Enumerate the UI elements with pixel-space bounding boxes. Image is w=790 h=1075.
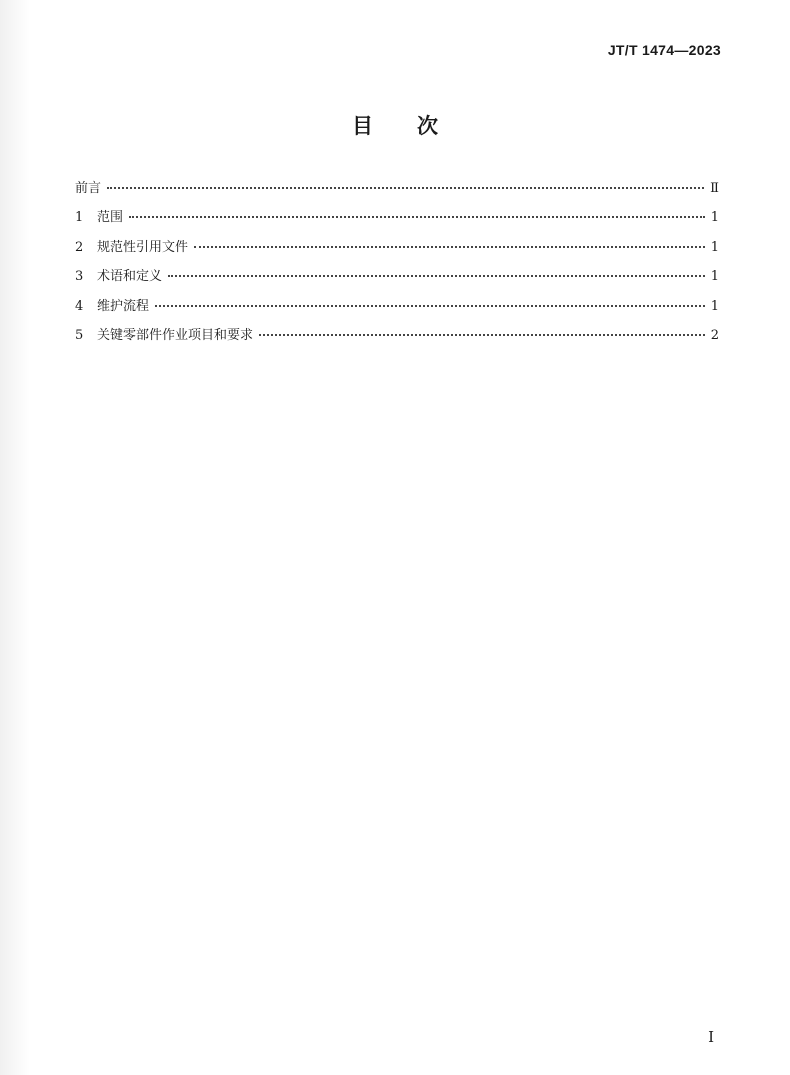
toc-entry-foreword[interactable] — [75, 177, 719, 206]
toc-entry-label: 术语和定义 — [97, 269, 163, 285]
toc-leader-dots — [259, 334, 705, 336]
document-code: JT/T 1474—2023 — [607, 42, 721, 58]
toc-entry-number: 1 — [75, 210, 84, 226]
toc-entry-number: 3 — [75, 269, 84, 285]
toc-leader-dots — [194, 246, 705, 248]
toc-entry-3[interactable] — [75, 265, 719, 294]
page-number: I — [708, 1028, 714, 1046]
toc-entry-5[interactable] — [75, 324, 719, 353]
toc-entry-label: 范围 — [97, 210, 124, 226]
toc-entry-page: 2 — [710, 327, 719, 343]
toc-entry-4[interactable] — [75, 295, 719, 324]
toc-entry-page: Ⅱ — [710, 181, 719, 196]
toc-entry-number: 2 — [75, 239, 84, 255]
toc-leader-dots — [155, 305, 705, 307]
toc-entry-label: 前言 — [75, 181, 102, 196]
toc-entry-page: 1 — [710, 239, 719, 255]
toc-entry-label: 维护流程 — [97, 298, 150, 314]
toc-entry-label: 规范性引用文件 — [97, 239, 189, 255]
toc-leader-dots — [129, 216, 705, 218]
toc-entry-number: 5 — [75, 327, 84, 343]
toc-entry-page: 1 — [710, 298, 719, 314]
toc-entry-1[interactable] — [75, 206, 719, 235]
scan-shadow — [0, 0, 30, 1075]
toc-entry-number: 4 — [75, 298, 84, 314]
toc-title: 目次 — [352, 114, 482, 138]
toc-entry-page: 1 — [710, 210, 719, 226]
toc-list — [75, 177, 719, 353]
toc-entry-2[interactable] — [75, 236, 719, 265]
toc-entry-label: 关键零部件作业项目和要求 — [97, 327, 254, 343]
toc-entry-page: 1 — [710, 269, 719, 285]
toc-leader-dots — [168, 275, 705, 277]
toc-leader-dots — [107, 187, 704, 189]
